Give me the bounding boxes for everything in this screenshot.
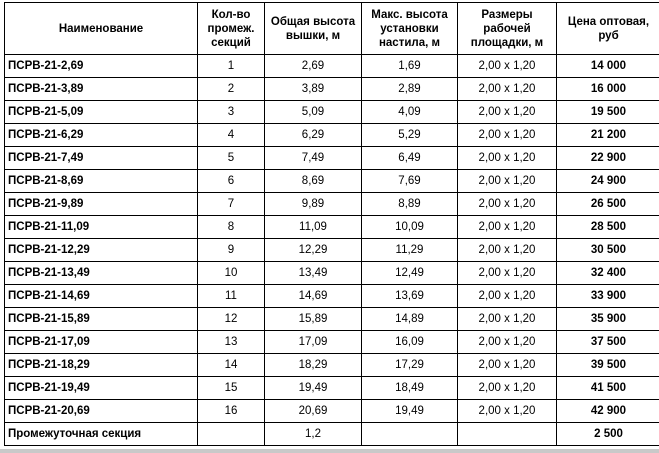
cell-name: ПСРВ-21-11,09: [5, 216, 198, 239]
table-row: [5, 354, 659, 377]
cell-price: 39 500: [557, 354, 659, 377]
cell-name: ПСРВ-21-17,09: [5, 331, 198, 354]
table-row: [5, 216, 659, 239]
cell-name: ПСРВ-21-9,89: [5, 193, 198, 216]
cell-price: 37 500: [557, 331, 659, 354]
cell-platform-size: 2,00 х 1,20: [458, 193, 557, 216]
cell-sections: 10: [198, 262, 265, 285]
cell-max-height: 11,29: [362, 239, 458, 262]
cell-total-height: 1,2: [265, 423, 362, 446]
cell-sections: 5: [198, 147, 265, 170]
cell-name: ПСРВ-21-19,49: [5, 377, 198, 400]
cell-total-height: 18,29: [265, 354, 362, 377]
header-name: Наименование: [5, 3, 198, 55]
cell-sections: 8: [198, 216, 265, 239]
cell-platform-size: 2,00 х 1,20: [458, 354, 557, 377]
cell-name: ПСРВ-21-20,69: [5, 400, 198, 423]
cell-name: Промежуточная секция: [5, 423, 198, 446]
cell-price: 41 500: [557, 377, 659, 400]
cell-platform-size: 2,00 х 1,20: [458, 78, 557, 101]
cell-total-height: 20,69: [265, 400, 362, 423]
cell-price: 26 500: [557, 193, 659, 216]
cell-max-height: 18,49: [362, 377, 458, 400]
cell-price: 33 900: [557, 285, 659, 308]
cell-price: 24 900: [557, 170, 659, 193]
cell-platform-size: 2,00 х 1,20: [458, 101, 557, 124]
cell-max-height: 14,89: [362, 308, 458, 331]
cell-max-height: 19,49: [362, 400, 458, 423]
cell-platform-size: 2,00 х 1,20: [458, 239, 557, 262]
cell-platform-size: [458, 423, 557, 446]
cell-platform-size: 2,00 х 1,20: [458, 285, 557, 308]
cell-name: ПСРВ-21-12,29: [5, 239, 198, 262]
cell-name: ПСРВ-21-18,29: [5, 354, 198, 377]
table-row: [5, 262, 659, 285]
cell-platform-size: 2,00 х 1,20: [458, 262, 557, 285]
cell-platform-size: 2,00 х 1,20: [458, 377, 557, 400]
cell-sections: 9: [198, 239, 265, 262]
cell-sections: 11: [198, 285, 265, 308]
cell-max-height: 4,09: [362, 101, 458, 124]
cell-platform-size: 2,00 х 1,20: [458, 216, 557, 239]
cell-platform-size: 2,00 х 1,20: [458, 308, 557, 331]
cell-sections: 16: [198, 400, 265, 423]
cell-price: 22 900: [557, 147, 659, 170]
cell-sections: 6: [198, 170, 265, 193]
cell-max-height: 5,29: [362, 124, 458, 147]
cell-platform-size: 2,00 х 1,20: [458, 124, 557, 147]
cell-max-height: 16,09: [362, 331, 458, 354]
cell-total-height: 15,89: [265, 308, 362, 331]
cell-max-height: 12,49: [362, 262, 458, 285]
header-platform-size: Размеры рабочей площадки, м: [458, 3, 557, 55]
cell-platform-size: 2,00 х 1,20: [458, 170, 557, 193]
header-total-height: Общая высота вышки, м: [265, 3, 362, 55]
cell-sections: 1: [198, 55, 265, 78]
cell-name: ПСРВ-21-15,89: [5, 308, 198, 331]
cell-max-height: 13,69: [362, 285, 458, 308]
cell-price: 35 900: [557, 308, 659, 331]
table-row: [5, 377, 659, 400]
cell-total-height: 6,29: [265, 124, 362, 147]
cell-total-height: 3,89: [265, 78, 362, 101]
cell-max-height: 17,29: [362, 354, 458, 377]
cell-total-height: 17,09: [265, 331, 362, 354]
cell-price: 32 400: [557, 262, 659, 285]
cell-sections: 15: [198, 377, 265, 400]
cell-total-height: 8,69: [265, 170, 362, 193]
cell-total-height: 7,49: [265, 147, 362, 170]
cell-total-height: 9,89: [265, 193, 362, 216]
cell-platform-size: 2,00 х 1,20: [458, 331, 557, 354]
cell-name: ПСРВ-21-3,89: [5, 78, 198, 101]
cell-max-height: 2,89: [362, 78, 458, 101]
cell-total-height: 13,49: [265, 262, 362, 285]
cell-price: 28 500: [557, 216, 659, 239]
header-row: [5, 3, 659, 55]
header-price: Цена оптовая, руб: [557, 3, 659, 55]
bottom-strip: [0, 449, 659, 453]
cell-price: 42 900: [557, 400, 659, 423]
table-row: [5, 147, 659, 170]
table-row: [5, 193, 659, 216]
header-max-height: Макс. высота установки настила, м: [362, 3, 458, 55]
cell-name: ПСРВ-21-5,09: [5, 101, 198, 124]
intermediate-section-row: [5, 423, 659, 446]
cell-price: 2 500: [557, 423, 659, 446]
table-row: [5, 78, 659, 101]
cell-name: ПСРВ-21-8,69: [5, 170, 198, 193]
cell-name: ПСРВ-21-14,69: [5, 285, 198, 308]
cell-name: ПСРВ-21-2,69: [5, 55, 198, 78]
cell-max-height: 6,49: [362, 147, 458, 170]
cell-platform-size: 2,00 х 1,20: [458, 147, 557, 170]
cell-price: 21 200: [557, 124, 659, 147]
table-row: [5, 285, 659, 308]
cell-name: ПСРВ-21-13,49: [5, 262, 198, 285]
cell-max-height: 7,69: [362, 170, 458, 193]
cell-sections: 4: [198, 124, 265, 147]
cell-sections: 13: [198, 331, 265, 354]
table-row: [5, 308, 659, 331]
cell-total-height: 11,09: [265, 216, 362, 239]
table-row: [5, 170, 659, 193]
cell-sections: 12: [198, 308, 265, 331]
cell-sections: [198, 423, 265, 446]
table-row: [5, 55, 659, 78]
table-body: [5, 55, 659, 446]
table-row: [5, 400, 659, 423]
cell-total-height: 19,49: [265, 377, 362, 400]
cell-total-height: 2,69: [265, 55, 362, 78]
cell-max-height: [362, 423, 458, 446]
cell-name: ПСРВ-21-7,49: [5, 147, 198, 170]
cell-sections: 2: [198, 78, 265, 101]
table-row: [5, 124, 659, 147]
header-sections: Кол-во промеж. секций: [198, 3, 265, 55]
price-table: [4, 2, 659, 446]
cell-name: ПСРВ-21-6,29: [5, 124, 198, 147]
cell-max-height: 10,09: [362, 216, 458, 239]
cell-platform-size: 2,00 х 1,20: [458, 55, 557, 78]
cell-total-height: 12,29: [265, 239, 362, 262]
cell-max-height: 8,89: [362, 193, 458, 216]
table-row: [5, 101, 659, 124]
table-row: [5, 331, 659, 354]
cell-price: 30 500: [557, 239, 659, 262]
cell-sections: 14: [198, 354, 265, 377]
cell-price: 16 000: [557, 78, 659, 101]
cell-sections: 7: [198, 193, 265, 216]
cell-price: 19 500: [557, 101, 659, 124]
cell-total-height: 14,69: [265, 285, 362, 308]
cell-platform-size: 2,00 х 1,20: [458, 400, 557, 423]
cell-price: 14 000: [557, 55, 659, 78]
cell-sections: 3: [198, 101, 265, 124]
cell-total-height: 5,09: [265, 101, 362, 124]
cell-max-height: 1,69: [362, 55, 458, 78]
table-row: [5, 239, 659, 262]
